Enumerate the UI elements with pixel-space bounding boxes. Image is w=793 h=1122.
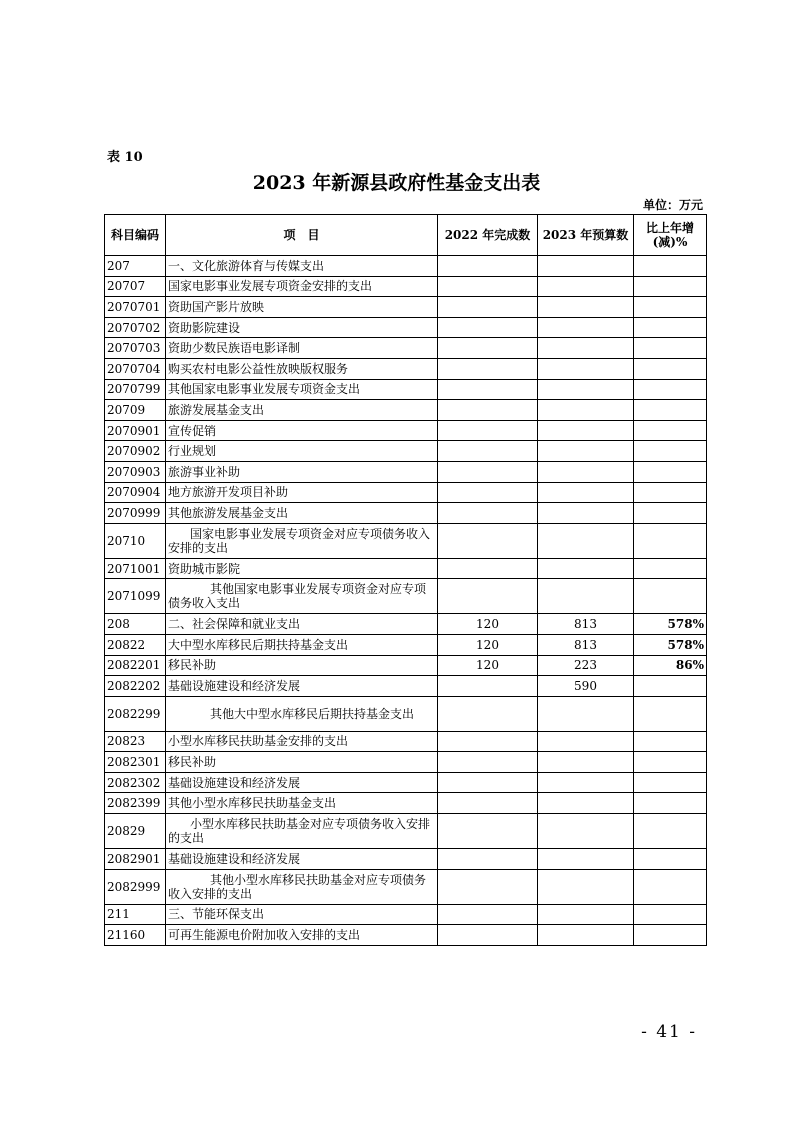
table-row bbox=[105, 441, 707, 462]
cell-completed-2022 bbox=[438, 482, 538, 503]
cell-budget-2023 bbox=[538, 558, 634, 579]
table-row bbox=[105, 772, 707, 793]
cell-change bbox=[634, 558, 707, 579]
cell-code: 211 bbox=[105, 904, 166, 925]
cell-change: 86% bbox=[634, 655, 707, 676]
cell-completed-2022 bbox=[438, 752, 538, 773]
cell-item: 其他大中型水库移民后期扶持基金支出 bbox=[166, 696, 438, 731]
page-title: 2023 年新源县政府性基金支出表 bbox=[252, 172, 541, 194]
page-number: - 41 - bbox=[641, 1022, 697, 1042]
cell-completed-2022 bbox=[438, 297, 538, 318]
cell-change bbox=[634, 925, 707, 946]
table-row bbox=[105, 696, 707, 731]
table-row bbox=[105, 276, 707, 297]
cell-item: 地方旅游开发项目补助 bbox=[166, 482, 438, 503]
cell-budget-2023 bbox=[538, 276, 634, 297]
table-row bbox=[105, 814, 707, 849]
cell-completed-2022 bbox=[438, 814, 538, 849]
cell-code: 2070902 bbox=[105, 441, 166, 462]
cell-completed-2022 bbox=[438, 317, 538, 338]
cell-item: 基础设施建设和经济发展 bbox=[166, 849, 438, 870]
cell-budget-2023 bbox=[538, 752, 634, 773]
cell-code: 2082301 bbox=[105, 752, 166, 773]
table-row bbox=[105, 579, 707, 614]
cell-change bbox=[634, 358, 707, 379]
cell-code: 21160 bbox=[105, 925, 166, 946]
table-row bbox=[105, 358, 707, 379]
cell-budget-2023 bbox=[538, 317, 634, 338]
table-row bbox=[105, 400, 707, 421]
cell-change bbox=[634, 338, 707, 359]
cell-completed-2022 bbox=[438, 379, 538, 400]
table-row bbox=[105, 338, 707, 359]
header-change: 比上年增(减)% bbox=[634, 215, 707, 256]
cell-change bbox=[634, 793, 707, 814]
cell-code: 2070703 bbox=[105, 338, 166, 359]
table-row bbox=[105, 676, 707, 697]
cell-change bbox=[634, 696, 707, 731]
cell-budget-2023 bbox=[538, 441, 634, 462]
cell-budget-2023 bbox=[538, 696, 634, 731]
unit-label: 单位：万元 bbox=[642, 198, 703, 212]
cell-code: 2082999 bbox=[105, 869, 166, 904]
cell-budget-2023 bbox=[538, 523, 634, 558]
cell-completed-2022 bbox=[438, 925, 538, 946]
cell-change bbox=[634, 772, 707, 793]
cell-code: 2070701 bbox=[105, 297, 166, 318]
cell-item: 资助城市影院 bbox=[166, 558, 438, 579]
cell-item: 资助国产影片放映 bbox=[166, 297, 438, 318]
cell-change bbox=[634, 849, 707, 870]
cell-completed-2022: 120 bbox=[438, 634, 538, 655]
cell-budget-2023 bbox=[538, 849, 634, 870]
cell-change bbox=[634, 503, 707, 524]
header-completed-2022: 2022 年完成数 bbox=[438, 215, 538, 256]
cell-change bbox=[634, 523, 707, 558]
cell-change bbox=[634, 400, 707, 421]
cell-code: 2082901 bbox=[105, 849, 166, 870]
cell-item: 移民补助 bbox=[166, 655, 438, 676]
cell-code: 2070901 bbox=[105, 420, 166, 441]
cell-code: 2082202 bbox=[105, 676, 166, 697]
cell-completed-2022 bbox=[438, 849, 538, 870]
cell-item: 三、节能环保支出 bbox=[166, 904, 438, 925]
cell-code: 207 bbox=[105, 256, 166, 277]
cell-change bbox=[634, 579, 707, 614]
cell-change bbox=[634, 256, 707, 277]
cell-code: 208 bbox=[105, 614, 166, 635]
cell-change bbox=[634, 441, 707, 462]
cell-code: 20829 bbox=[105, 814, 166, 849]
cell-change bbox=[634, 317, 707, 338]
table-row bbox=[105, 503, 707, 524]
cell-completed-2022 bbox=[438, 772, 538, 793]
cell-change bbox=[634, 814, 707, 849]
cell-completed-2022 bbox=[438, 696, 538, 731]
header-budget-2023: 2023 年预算数 bbox=[538, 215, 634, 256]
cell-completed-2022 bbox=[438, 676, 538, 697]
table-row bbox=[105, 731, 707, 752]
cell-budget-2023 bbox=[538, 256, 634, 277]
cell-code: 2070704 bbox=[105, 358, 166, 379]
header-code: 科目编码 bbox=[105, 215, 166, 256]
table-row bbox=[105, 752, 707, 773]
cell-code: 2071001 bbox=[105, 558, 166, 579]
cell-item: 可再生能源电价附加收入安排的支出 bbox=[166, 925, 438, 946]
cell-budget-2023: 813 bbox=[538, 634, 634, 655]
cell-item: 国家电影事业发展专项资金对应专项债务收入安排的支出 bbox=[166, 523, 438, 558]
cell-item: 大中型水库移民后期扶持基金支出 bbox=[166, 634, 438, 655]
cell-item: 旅游发展基金支出 bbox=[166, 400, 438, 421]
cell-item: 其他旅游发展基金支出 bbox=[166, 503, 438, 524]
cell-completed-2022 bbox=[438, 869, 538, 904]
cell-change bbox=[634, 731, 707, 752]
cell-code: 2082299 bbox=[105, 696, 166, 731]
table-header-row bbox=[105, 215, 707, 256]
cell-change bbox=[634, 904, 707, 925]
cell-item: 二、社会保障和就业支出 bbox=[166, 614, 438, 635]
table-row bbox=[105, 614, 707, 635]
cell-completed-2022: 120 bbox=[438, 655, 538, 676]
cell-completed-2022 bbox=[438, 523, 538, 558]
cell-code: 2070702 bbox=[105, 317, 166, 338]
table-row bbox=[105, 461, 707, 482]
cell-budget-2023: 813 bbox=[538, 614, 634, 635]
cell-change: 578% bbox=[634, 614, 707, 635]
cell-code: 2082399 bbox=[105, 793, 166, 814]
table-row bbox=[105, 379, 707, 400]
cell-item: 基础设施建设和经济发展 bbox=[166, 676, 438, 697]
cell-item: 小型水库移民扶助基金对应专项债务收入安排的支出 bbox=[166, 814, 438, 849]
cell-budget-2023 bbox=[538, 420, 634, 441]
cell-change bbox=[634, 276, 707, 297]
cell-code: 2070904 bbox=[105, 482, 166, 503]
cell-item: 其他小型水库移民扶助基金支出 bbox=[166, 793, 438, 814]
cell-item: 旅游事业补助 bbox=[166, 461, 438, 482]
cell-completed-2022: 120 bbox=[438, 614, 538, 635]
cell-item: 其他小型水库移民扶助基金对应专项债务收入安排的支出 bbox=[166, 869, 438, 904]
cell-completed-2022 bbox=[438, 358, 538, 379]
cell-code: 2070903 bbox=[105, 461, 166, 482]
cell-change bbox=[634, 752, 707, 773]
cell-budget-2023 bbox=[538, 379, 634, 400]
cell-item: 一、文化旅游体育与传媒支出 bbox=[166, 256, 438, 277]
cell-item: 小型水库移民扶助基金安排的支出 bbox=[166, 731, 438, 752]
cell-budget-2023 bbox=[538, 869, 634, 904]
cell-change bbox=[634, 482, 707, 503]
cell-completed-2022 bbox=[438, 400, 538, 421]
cell-change bbox=[634, 297, 707, 318]
cell-completed-2022 bbox=[438, 461, 538, 482]
cell-item: 资助影院建设 bbox=[166, 317, 438, 338]
cell-item: 移民补助 bbox=[166, 752, 438, 773]
cell-budget-2023 bbox=[538, 482, 634, 503]
cell-item: 购买农村电影公益性放映版权服务 bbox=[166, 358, 438, 379]
table-row bbox=[105, 297, 707, 318]
cell-completed-2022 bbox=[438, 338, 538, 359]
cell-code: 2071099 bbox=[105, 579, 166, 614]
cell-code: 20707 bbox=[105, 276, 166, 297]
cell-completed-2022 bbox=[438, 420, 538, 441]
cell-code: 20709 bbox=[105, 400, 166, 421]
cell-item: 基础设施建设和经济发展 bbox=[166, 772, 438, 793]
table-row bbox=[105, 634, 707, 655]
table-row bbox=[105, 925, 707, 946]
table-row bbox=[105, 482, 707, 503]
cell-change bbox=[634, 869, 707, 904]
cell-completed-2022 bbox=[438, 276, 538, 297]
cell-budget-2023: 590 bbox=[538, 676, 634, 697]
cell-code: 2070799 bbox=[105, 379, 166, 400]
table-row bbox=[105, 317, 707, 338]
cell-budget-2023 bbox=[538, 338, 634, 359]
cell-code: 2082201 bbox=[105, 655, 166, 676]
table-row bbox=[105, 523, 707, 558]
table-row bbox=[105, 420, 707, 441]
cell-budget-2023 bbox=[538, 731, 634, 752]
cell-item: 宣传促销 bbox=[166, 420, 438, 441]
cell-item: 其他国家电影事业发展专项资金支出 bbox=[166, 379, 438, 400]
cell-code: 20822 bbox=[105, 634, 166, 655]
table-body bbox=[105, 256, 707, 946]
table-number-label: 表 10 bbox=[107, 150, 143, 165]
cell-budget-2023 bbox=[538, 461, 634, 482]
cell-budget-2023 bbox=[538, 358, 634, 379]
header-item: 项 目 bbox=[166, 215, 438, 256]
cell-completed-2022 bbox=[438, 256, 538, 277]
cell-item: 国家电影事业发展专项资金安排的支出 bbox=[166, 276, 438, 297]
cell-code: 20823 bbox=[105, 731, 166, 752]
table-row bbox=[105, 869, 707, 904]
cell-budget-2023 bbox=[538, 772, 634, 793]
table-row bbox=[105, 849, 707, 870]
cell-completed-2022 bbox=[438, 558, 538, 579]
cell-budget-2023 bbox=[538, 793, 634, 814]
cell-change bbox=[634, 420, 707, 441]
cell-item: 资助少数民族语电影译制 bbox=[166, 338, 438, 359]
cell-code: 2082302 bbox=[105, 772, 166, 793]
cell-completed-2022 bbox=[438, 793, 538, 814]
cell-item: 其他国家电影事业发展专项资金对应专项债务收入支出 bbox=[166, 579, 438, 614]
cell-completed-2022 bbox=[438, 579, 538, 614]
cell-budget-2023 bbox=[538, 503, 634, 524]
cell-budget-2023 bbox=[538, 925, 634, 946]
cell-budget-2023: 223 bbox=[538, 655, 634, 676]
fund-expenditure-table bbox=[104, 214, 707, 946]
cell-completed-2022 bbox=[438, 731, 538, 752]
table-row bbox=[105, 904, 707, 925]
table-row bbox=[105, 256, 707, 277]
cell-completed-2022 bbox=[438, 904, 538, 925]
cell-completed-2022 bbox=[438, 441, 538, 462]
cell-budget-2023 bbox=[538, 579, 634, 614]
cell-change: 578% bbox=[634, 634, 707, 655]
table-row bbox=[105, 793, 707, 814]
cell-budget-2023 bbox=[538, 297, 634, 318]
cell-item: 行业规划 bbox=[166, 441, 438, 462]
cell-change bbox=[634, 676, 707, 697]
cell-change bbox=[634, 379, 707, 400]
table-row bbox=[105, 655, 707, 676]
cell-budget-2023 bbox=[538, 814, 634, 849]
cell-code: 20710 bbox=[105, 523, 166, 558]
cell-budget-2023 bbox=[538, 904, 634, 925]
cell-budget-2023 bbox=[538, 400, 634, 421]
cell-change bbox=[634, 461, 707, 482]
cell-completed-2022 bbox=[438, 503, 538, 524]
cell-code: 2070999 bbox=[105, 503, 166, 524]
table-row bbox=[105, 558, 707, 579]
